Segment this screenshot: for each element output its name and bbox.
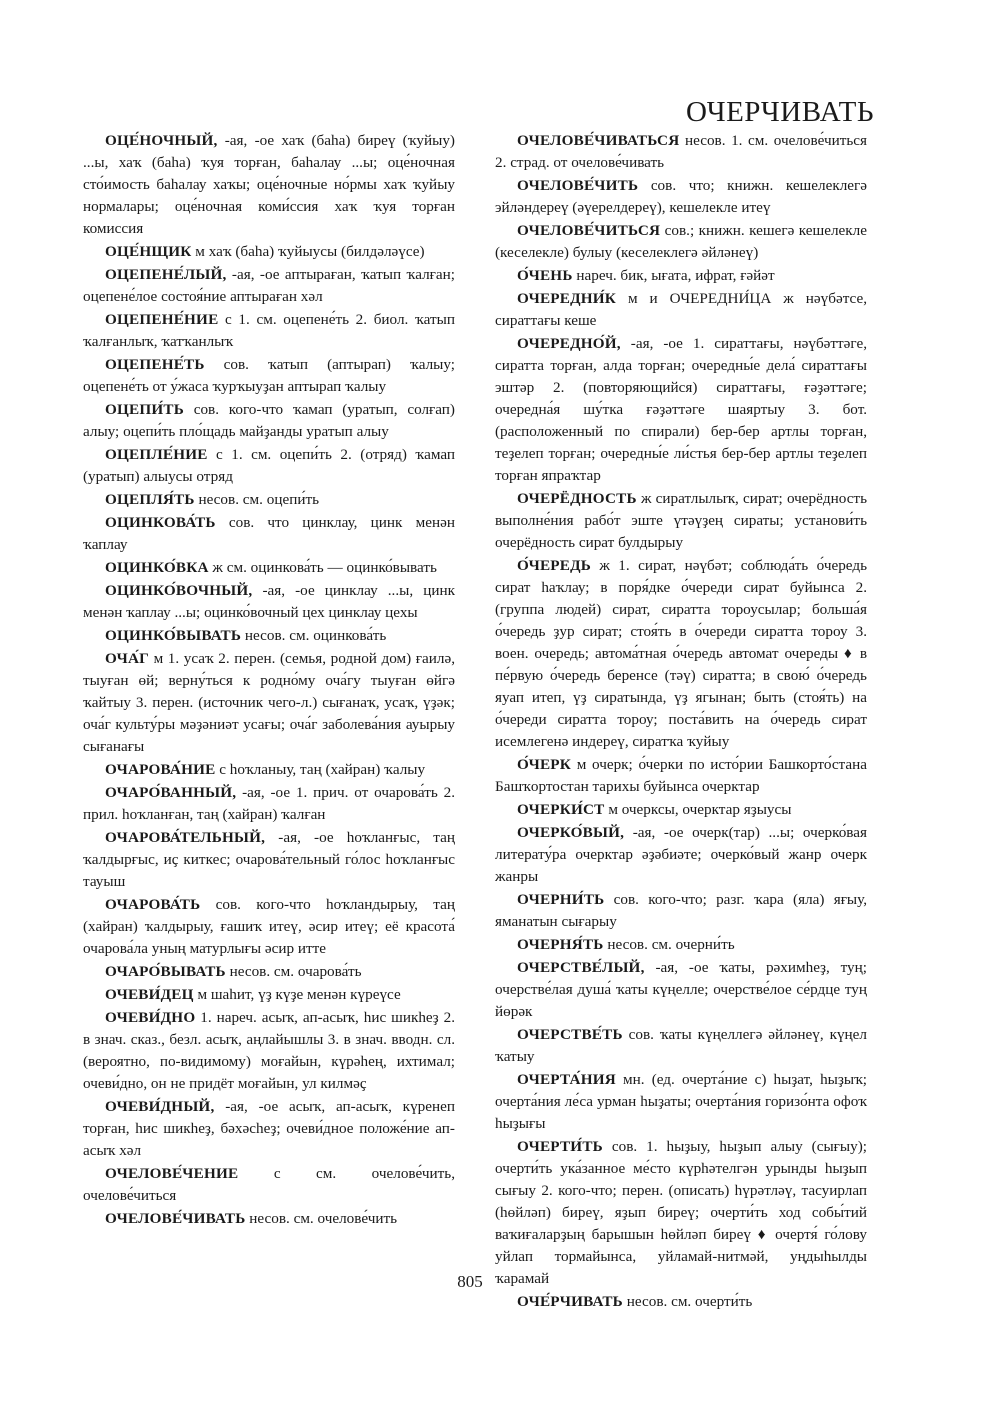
headword: ОЧЕЛОВЕ́ЧЕНИЕ xyxy=(105,1165,239,1182)
entry-definition: нареч. бик, ығата, ифрат, ғәйәт xyxy=(572,267,775,284)
left-column xyxy=(83,130,455,1231)
dictionary-entry xyxy=(83,489,455,511)
dictionary-entry xyxy=(495,175,867,219)
entry-definition: 1. нареч. асыҡ, ап-асыҡ, һис шикһеҙ 2. в знач. сказ., безл. асыҡ, аңлайышлы 3. в знач. вводн. сл. (вероятно, по-видимому) моғайын, күрәһең, ихтимал; очеви́дно, он не придёт моғайын, ул килмәҫ xyxy=(83,1009,455,1092)
dictionary-entry xyxy=(83,984,455,1006)
dictionary-entry xyxy=(83,648,455,758)
headword: ОЧЕРТИ́ТЬ xyxy=(517,1138,603,1155)
headword: ОЧЕРТА́НИЯ xyxy=(517,1071,616,1088)
entry-definition: несов. см. очерти́ть xyxy=(622,1293,753,1310)
headword: ОЧЕРНИ́ТЬ xyxy=(517,891,605,908)
headword: ОЧЕВИ́ДНО xyxy=(105,1009,196,1026)
entry-definition: сов. 1. һыҙыу, һыҙып алыу (сығыу); очерти́ть ука́занное ме́сто күрһәтелгән урынды һыҙып сығыу 2. кого-что; перен. (описать) һүрәтләү, тасуирлап (һөйләп) биреү, яҙып биреү; очерти́ть ход собы́тий ваҡиғаларҙың барышын һөйләп биреү ♦ очертя́ го́лову уйлап тормайынса, уйламай-нитмәй, уңдыһылды ҡарамай xyxy=(495,1138,867,1287)
dictionary-entry xyxy=(83,309,455,353)
dictionary-entry xyxy=(83,894,455,960)
entry-definition: м хаҡ (баһа) ҡуйыусы (билдәләүсе) xyxy=(191,243,425,260)
entry-definition: -ая, -ое һоҡланғыс, таң ҡалдырғыс, иҫ киткес; очарова́тельный го́лос һоҡланғыс тауыш xyxy=(83,829,455,890)
dictionary-entry xyxy=(83,557,455,579)
dictionary-entry xyxy=(83,1096,455,1162)
headword: ОЧЕЛОВЕ́ЧИТЬ xyxy=(517,177,639,194)
entry-definition: несов. см. оцинкова́ть xyxy=(241,627,387,644)
entry-definition: -ая, -ое 1. прич. от очарова́ть 2. прил. һоҡланған, таң (хайран) ҡалған xyxy=(83,784,455,823)
headword: ОЦИНКО́ВКА xyxy=(105,559,209,576)
entry-definition: сов. что цинклау, цинк менән ҡаплау xyxy=(83,514,455,553)
running-head: ОЧЕРЧИВАТЬ xyxy=(686,96,874,128)
headword: ОЧЕРЕДНО́Й, xyxy=(517,335,621,352)
entry-definition: с 1. см. оцепи́ть 2. (отряд) ҡамап (уратып) алыусы отряд xyxy=(83,446,455,485)
entry-definition: м очерксы, очерктар яҙыусы xyxy=(604,801,792,818)
dictionary-entry xyxy=(83,512,455,556)
dictionary-entry xyxy=(495,333,867,487)
entry-definition: мн. (ед. очерта́ние с) һыҙат, һыҙыҡ; очерта́ния ле́са урман һыҙаты; очерта́ния горизо́нта офоҡ һыҙығы xyxy=(495,1071,867,1132)
entry-definition: с см. очелове́чить, очелове́читься xyxy=(83,1165,455,1204)
headword: О́ЧЕРК xyxy=(517,756,572,773)
headword: ОЧА́Г xyxy=(105,650,150,667)
headword: О́ЧЕНЬ xyxy=(517,267,573,284)
dictionary-entry xyxy=(83,399,455,443)
headword: ОЧАРОВА́ТЕЛЬНЫЙ, xyxy=(105,829,266,846)
headword: ОЦЕПЕНЕ́ЛЫЙ, xyxy=(105,266,227,283)
entry-definition: -ая, -ое ҡаты, рәхимһеҙ, туң; очерстве́лая душа́ ҡаты күңелле; очерстве́лое се́рдце туң йөрәк xyxy=(495,959,867,1020)
entry-definition: несов. см. очерни́ть xyxy=(603,936,735,953)
headword: ОЦЕПЕНЕ́НИЕ xyxy=(105,311,219,328)
headword: ОЦИНКО́ВЫВАТЬ xyxy=(105,627,242,644)
entry-definition: м и ОЧЕРЕДНИ́ЦА ж нәүбәтсе, сираттағы кеше xyxy=(495,290,867,329)
entry-definition: ж см. оцинкова́ть — оцинко́вывать xyxy=(208,559,437,576)
headword: ОЧЕРНЯ́ТЬ xyxy=(517,936,604,953)
dictionary-entry xyxy=(83,827,455,893)
headword: ОЧЕЛОВЕ́ЧИТЬСЯ xyxy=(517,222,661,239)
entry-definition: сов. ҡаты күңеллегә әйләнеү, күңел ҡатыу xyxy=(495,1026,867,1065)
headword: ОЦЕПИ́ТЬ xyxy=(105,401,184,418)
headword: ОЦЕПЛЕ́НИЕ xyxy=(105,446,208,463)
dictionary-entry xyxy=(495,1069,867,1135)
dictionary-entry xyxy=(83,625,455,647)
entry-definition: ж 1. сират, нәүбәт; соблюда́ть о́чередь сират һаҡлау; в поря́дке о́череди сират буйынса 2. (группа людей) сират, сиратта тороусылар; больша́я о́чередь ҙур сират; стоя́ть в о́череди сиратта тороу 3. воен. очередь; автома́тная о́чередь автомат очереды ♦ в пе́рвую о́чередь беренсе (тәү) сиратта; в свою́ о́чередь яуап итеп, үҙ сиратында, үҙ ягынан; быть (стоя́ть) на о́череди сиратта тороу; поста́вить на о́чередь сират исемлегенә индереү, сиратҡа ҡуйыу xyxy=(495,557,867,750)
headword: ОЧАРОВА́ТЬ xyxy=(105,896,201,913)
entry-definition: сов. ҡатып (аптырап) ҡалыу; оцепене́ть от у́жаса ҡурҡыуҙан аптырап ҡалыу xyxy=(83,356,455,395)
headword: ОЧЕРСТВЕ́ЛЫЙ, xyxy=(517,959,645,976)
dictionary-entry xyxy=(495,754,867,798)
headword: ОЧАРО́ВЫВАТЬ xyxy=(105,963,226,980)
dictionary-entry xyxy=(495,1291,867,1313)
dictionary-entry xyxy=(495,822,867,888)
dictionary-entry xyxy=(495,288,867,332)
entry-definition: -ая, -ое 1. сираттағы, нәүбәттәге, сиратта торған, алда торған; очередны́е дела́ сираттағы эштәр 2. (повторяющийся) сираттағы, ғәҙәттәге; очередна́я шу́тка ғәҙәттәге шаяртыу 3. бот. (расположенный по спирали) бер-бер артлы торған, теҙелеп торған; очередны́е ли́стья бер-бер артлы теҙелеп торған япраҡтар xyxy=(495,335,867,484)
headword: ОЧЕВИ́ДНЫЙ, xyxy=(105,1098,215,1115)
headword: ОЦЕПЛЯ́ТЬ xyxy=(105,491,195,508)
headword: ОЧЕРЁДНОСТЬ xyxy=(517,490,637,507)
entry-definition: несов. 1. см. очелове́читься 2. страд. от очелове́чивать xyxy=(495,132,867,171)
entry-definition: м 1. усаҡ 2. перен. (семья, родной дом) ғаилә, тыуған өй; верну́ться к родно́му оча́гу тыуған өйгә ҡайтыу 3. перен. (источник чего-л.) сығанаҡ, усаҡ, үҙәк; оча́г культу́ры мәҙәниәт усағы; оча́г заболева́ния ауырыу сығанағы xyxy=(83,650,455,755)
entry-definition: с 1. см. оцепене́ть 2. биол. ҡатып ҡалғанлыҡ, ҡатҡанлыҡ xyxy=(83,311,455,350)
entry-definition: несов. см. очелове́чить xyxy=(245,1210,398,1227)
entry-definition: -ая, -ое хаҡ (баһа) биреү (ҡуйыу) ...ы, хаҡ (баһа) ҡуя торған, баһалау ...ы; оце́ночная сто́имость баһалау хаҡы; оце́ночные но́рмы хаҡ ҡуйыу нормалары; оце́ночная коми́ссия хаҡ ҡуя торған комиссия xyxy=(83,132,455,237)
entry-definition: сов.; книжн. кешегә кешелекле (кеселекле) булыу (кеселеклегә әйләнеү) xyxy=(495,222,867,261)
dictionary-entry xyxy=(83,1163,455,1207)
dictionary-entry xyxy=(83,782,455,826)
dictionary-entry xyxy=(83,444,455,488)
entry-definition: м очерк; о́черки по исто́рии Башкорто́стана Башҡортостан тарихы буйынса очерктар xyxy=(495,756,867,795)
headword: ОЧЕВИ́ДЕЦ xyxy=(105,986,194,1003)
dictionary-entry xyxy=(495,1136,867,1290)
entry-definition: -ая, -ое очерк(тар) ...ы; очерко́вая литерату́ра очерктар әҙәбиәте; очерко́вый жанр очерк жанры xyxy=(495,824,867,885)
dictionary-entry xyxy=(495,934,867,956)
dictionary-entry xyxy=(495,488,867,554)
headword: ОЦЕ́НЩИК xyxy=(105,243,192,260)
dictionary-entry xyxy=(495,265,867,287)
entry-definition: м шаһит, үҙ күҙе менән күреүсе xyxy=(193,986,401,1003)
headword: ОЧАРО́ВАННЫЙ, xyxy=(105,784,237,801)
entry-definition: -ая, -ое аптыраған, ҡатып ҡалған; оцепене́лое состоя́ние аптыраған хәл xyxy=(83,266,455,305)
headword: ОЦИНКО́ВОЧНЫЙ, xyxy=(105,582,253,599)
entry-definition: сов. что; книжн. кешелеклегә эйләндереү (әүерелдереү), кешелекле итеү xyxy=(495,177,867,216)
headword: ОЦИНКОВА́ТЬ xyxy=(105,514,216,531)
dictionary-entry xyxy=(83,961,455,983)
dictionary-entry xyxy=(83,759,455,781)
entry-definition: несов. см. оцепи́ть xyxy=(194,491,320,508)
headword: ОЧЕРКО́ВЫЙ, xyxy=(517,824,625,841)
dictionary-entry xyxy=(495,799,867,821)
headword: ОЧЕЛОВЕ́ЧИВАТЬСЯ xyxy=(517,132,680,149)
dictionary-entry xyxy=(495,555,867,753)
dictionary-entry xyxy=(83,580,455,624)
right-column xyxy=(495,130,867,1314)
dictionary-entry xyxy=(83,241,455,263)
headword: ОЧЕРКИ́СТ xyxy=(517,801,605,818)
headword: ОЧАРОВА́НИЕ xyxy=(105,761,216,778)
dictionary-entry xyxy=(83,1007,455,1095)
entry-definition: -ая, -ое асыҡ, ап-асыҡ, күренеп торған, һис шикһеҙ, бәхәсһеҙ; очеви́дное положе́ние ап-асыҡ хәл xyxy=(83,1098,455,1159)
dictionary-entry xyxy=(83,354,455,398)
dictionary-entry xyxy=(83,130,455,240)
dictionary-entry xyxy=(83,264,455,308)
dictionary-entry xyxy=(495,1024,867,1068)
headword: ОЧЕРЕДНИ́К xyxy=(517,290,617,307)
dictionary-entry xyxy=(495,957,867,1023)
headword: ОЦЕ́НОЧНЫЙ, xyxy=(105,132,218,149)
dictionary-entry xyxy=(495,220,867,264)
headword: ОЧЕРСТВЕ́ТЬ xyxy=(517,1026,623,1043)
dictionary-entry xyxy=(495,130,867,174)
headword: ОЧЕ́РЧИВАТЬ xyxy=(517,1293,623,1310)
headword: О́ЧЕРЕДЬ xyxy=(517,557,592,574)
dictionary-entry xyxy=(83,1208,455,1230)
entry-definition: -ая, -ое цинклау ...ы, цинк менән ҡаплау ...ы; оцинко́вочный цех цинклау цехы xyxy=(83,582,455,621)
entry-definition: сов. кого-что һоҡландырыу, таң (хайран) ҡалдырыу, ғашиҡ итеү, әсир итеү; её красота́ очарова́ла уның матурлығы әсир итте xyxy=(83,896,455,957)
headword: ОЧЕЛОВЕ́ЧИВАТЬ xyxy=(105,1210,246,1227)
entry-definition: сов. кого-что ҡамап (уратып, солғап) алыу; оцепи́ть пло́щадь майҙанды уратып алыу xyxy=(83,401,455,440)
entry-definition: ж сиратлылыҡ, сират; очерёдность выполне́ния рабо́т эште үтәүҙең сираты; установи́ть очерёдность сират булдырыу xyxy=(495,490,867,551)
entry-definition: несов. см. очарова́ть xyxy=(225,963,362,980)
entry-definition: сов. кого-что; разг. ҡара (яла) яғыу, яманатын сығарыу xyxy=(495,891,867,930)
dictionary-entry xyxy=(495,889,867,933)
headword: ОЦЕПЕНЕ́ТЬ xyxy=(105,356,205,373)
page-number: 805 xyxy=(457,1272,483,1291)
entry-definition: с һоҡланыу, таң (хайран) ҡалыу xyxy=(215,761,426,778)
